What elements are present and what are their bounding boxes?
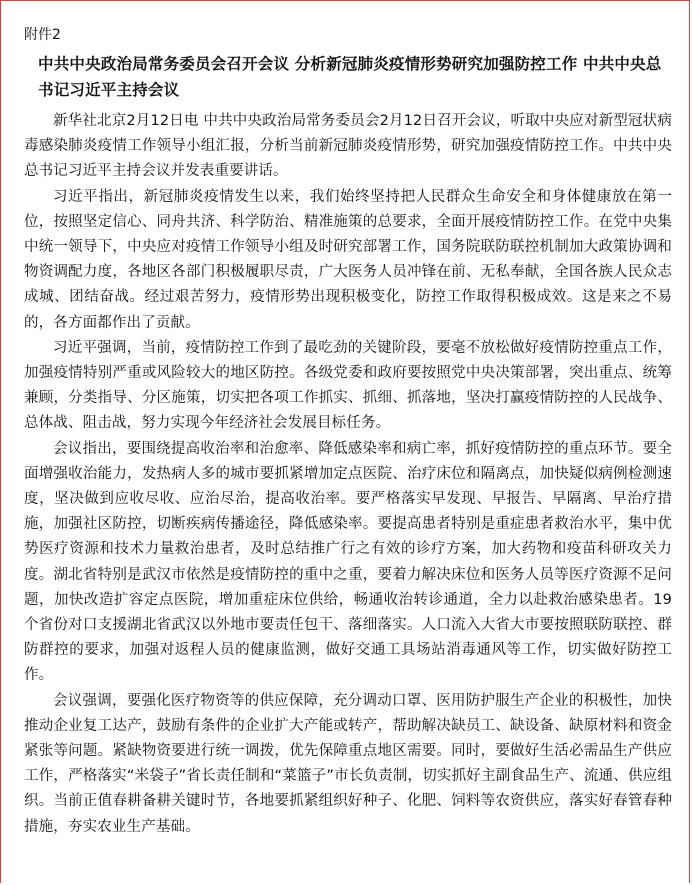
paragraph-1: 新华社北京2月12日电 中共中央政治局常务委员会2月12日召开会议，听取中央应对新型冠状病毒感染肺炎疫情工作领导小组汇报，分析当前新冠肺炎疫情形势，研究加强疫情防控工作。中共中央总书记习近平主持会议并发表重要讲话。 bbox=[24, 113, 672, 180]
paragraph-3: 习近平强调，当前，疫情防控工作到了最吃劲的关键阶段，要毫不放松做好疫情防控重点工作，加强疫情特别严重或风险较大的地区防控。各级党委和政府要按照党中央决策部署，突出重点、统筹兼顾，分类指导、分区施策，切实把各项工作抓实、抓细、抓落地，坚决打赢疫情防控的人民战争、总体战、阻击战，努力实现今年经济社会发展目标任务。 bbox=[24, 339, 672, 432]
article-title: 中共中央政治局常务委员会召开会议 分析新冠肺炎疫情形势研究加强防控工作 中共中央总书记习近平主持会议 bbox=[38, 55, 662, 99]
attachment-label: 附件2 bbox=[24, 27, 61, 43]
paragraph-5: 会议强调，要强化医疗物资等的供应保障，充分调动口罩、医用防护服生产企业的积极性，加快推动企业复工达产，鼓励有条件的企业扩大产能或转产，帮助解决缺员工、缺设备、缺原材料和资金紧张等问题。紧缺物资要进行统一调拨，优先保障重点地区需要。同时，要做好生活必需品生产供应工作，严格落实“米袋子”省长责任制和“菜篮子”市长负责制，切实抓好主副食品生产、流通、供应组织。当前正值春耕备耕关键时节，各地要抓紧组织好种子、化肥、饲料等农资供应，落实好春管春种措施，夯实农业生产基础。 bbox=[24, 692, 672, 835]
paragraph-2: 习近平指出，新冠肺炎疫情发生以来，我们始终坚持把人民群众生命安全和身体健康放在第一位，按照坚定信心、同舟共济、科学防治、精准施策的总要求，全面开展疫情防控工作。在党中央集中统一领导下，中央应对疫情工作领导小组及时研究部署工作，国务院联防联控机制加大政策协调和物资调配力度，各地区各部门积极履职尽责，广大医务人员冲锋在前、无私奉献，全国各族人民众志成城、团结奋战。经过艰苦努力，疫情形势出现积极变化，防控工作取得积极成效。这是来之不易的，各方面都作出了贡献。 bbox=[24, 188, 672, 331]
paragraph-4: 会议指出，要围绕提高收治率和治愈率、降低感染率和病亡率，抓好疫情防控的重点环节。要全面增强收治能力，发热病人多的城市要抓紧增加定点医院、治疗床位和隔离点，加快疑似病例检测速度，坚决做到应收尽收、应治尽治，提高收治率。要严格落实早发现、早报告、早隔离、早治疗措施，加强社区防控，切断疾病传播途径，降低感染率。要提高患者特别是重症患者救治水平，集中优势医疗资源和技术力量救治患者，及时总结推广行之有效的诊疗方案，加大药物和疫苗科研攻关力度。湖北省特别是武汉市依然是疫情防控的重中之重，要着力解决床位和医务人员等医疗资源不足问题，加快改造扩容定点医院，增加重症床位供给，畅通收治转诊通道，全力以赴救治感染患者。19个省份对口支援湖北省武汉以外地市要责任包干、落细落实。人口流入大省大市要按照联防联控、群防群控的要求，加强对返程人员的健康监测，做好交通工具场站消毒通风等工作，切实做好防控工作。 bbox=[24, 440, 672, 684]
